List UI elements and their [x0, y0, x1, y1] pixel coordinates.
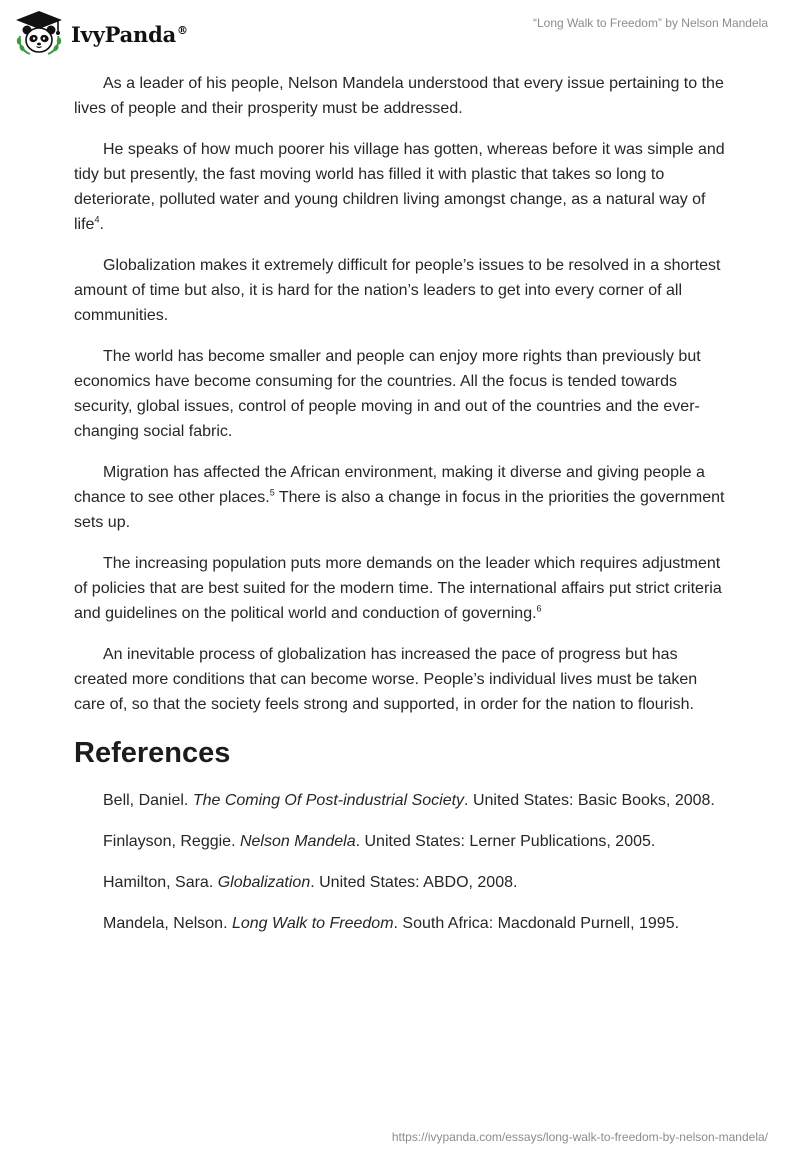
- reference-item: Hamilton, Sara. Globalization. United States: ABDO, 2008.: [103, 874, 518, 891]
- brand-name: IvyPanda®: [71, 21, 188, 47]
- document-title: “Long Walk to Freedom” by Nelson Mandela: [533, 16, 768, 30]
- reference-item: Finlayson, Reggie. Nelson Mandela. United States: Lerner Publications, 2005.: [103, 833, 656, 850]
- references-heading: References: [74, 737, 231, 769]
- body-paragraph: Migration has affected the African environment, making it diverse and giving people a chance to see other places.$^5$ There is also a change in focus in the priorities the government sets up.: [74, 464, 725, 531]
- page-header: [0, 0, 800, 64]
- footnote-marker[interactable]: 6: [536, 603, 542, 614]
- ivypanda-logo[interactable]: [14, 10, 188, 56]
- panda-graduation-icon: [14, 10, 64, 56]
- source-url[interactable]: https://ivypanda.com/essays/long-walk-to-freedom-by-nelson-mandela/: [391, 1130, 768, 1144]
- body-paragraph: Globalization makes it extremely difficult for people’s issues to be resolved in a shortest amount of time but also, it is hard for the nation’s leaders to get into every corner of all communities.: [74, 257, 721, 324]
- body-paragraph: He speaks of how much poorer his village has gotten, whereas before it was simple and tidy but presently, the fast moving world has filled it with plastic that takes so long to deteriorate, polluted water and young children living amongst change, as a natural way of life$^4$.: [74, 141, 725, 233]
- body-paragraph: The world has become smaller and people can enjoy more rights than previously but economics have become consuming for the countries. All the focus is tended towards security, global issues, control of people moving in and out of the countries and the ever-changing social fabric.: [74, 348, 701, 440]
- body-paragraph: As a leader of his people, Nelson Mandela understood that every issue pertaining to the lives of people and their prosperity must be addressed.: [74, 75, 724, 117]
- footnote-marker[interactable]: 5: [269, 487, 275, 498]
- body-paragraph: The increasing population puts more demands on the leader which requires adjustment of policies that are best suited for the modern time. The international affairs put strict criteria and guidelines on the political world and conduction of governing.$^6$: [74, 555, 722, 622]
- body-paragraph: An inevitable process of globalization has increased the pace of progress but has created more conditions that can become worse. People’s individual lives must be taken care of, so that the society feels strong and supported, in order for the nation to flourish.: [74, 646, 698, 713]
- reference-item: Bell, Daniel. The Coming Of Post-industrial Society. United States: Basic Books, 2008.: [103, 792, 715, 809]
- essay-content: [74, 71, 730, 952]
- reference-item: Mandela, Nelson. Long Walk to Freedom. South Africa: Macdonald Purnell, 1995.: [103, 915, 680, 932]
- footnote-marker[interactable]: 4: [94, 214, 100, 225]
